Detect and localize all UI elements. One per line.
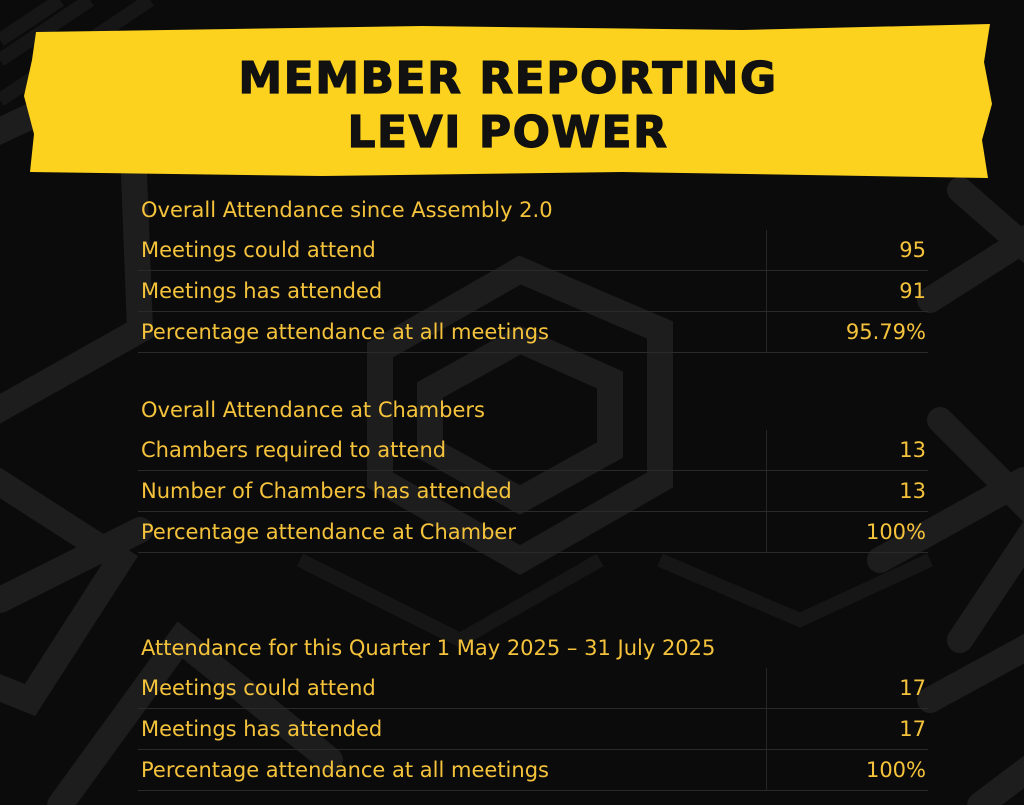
section-quarter-attendance <box>138 628 928 791</box>
table-row <box>138 312 928 353</box>
table-row <box>138 512 928 553</box>
row-label: Meetings has attended <box>141 279 383 303</box>
row-value: 17 <box>899 676 926 700</box>
table-row <box>138 430 928 471</box>
cell-divider <box>766 709 767 749</box>
cell-divider <box>766 430 767 470</box>
cell-divider <box>766 750 767 790</box>
row-label: Percentage attendance at all meetings <box>141 320 549 344</box>
section-heading: Attendance for this Quarter 1 May 2025 – 31 July 2025 <box>141 636 716 660</box>
row-value: 95 <box>899 238 926 262</box>
table-row <box>138 709 928 750</box>
section-chambers-attendance <box>138 390 928 553</box>
row-label: Meetings could attend <box>141 676 376 700</box>
row-label: Meetings could attend <box>141 238 376 262</box>
cell-divider <box>766 271 767 311</box>
cell-divider <box>766 471 767 511</box>
cell-divider <box>766 668 767 708</box>
row-value: 91 <box>899 279 926 303</box>
row-value: 100% <box>865 520 926 544</box>
row-value: 100% <box>865 758 926 782</box>
row-label: Number of Chambers has attended <box>141 479 512 503</box>
banner-title-line-1: MEMBER REPORTING <box>238 53 778 104</box>
section-heading-row <box>138 390 928 430</box>
table-row <box>138 230 928 271</box>
section-heading-row <box>138 628 928 668</box>
banner-title-line-2: LEVI POWER <box>347 107 669 158</box>
row-label: Chambers required to attend <box>141 438 447 462</box>
row-value: 13 <box>899 438 926 462</box>
cell-divider <box>766 312 767 352</box>
row-label: Percentage attendance at Chamber <box>141 520 516 544</box>
row-label: Percentage attendance at all meetings <box>141 758 549 782</box>
cell-divider <box>766 512 767 552</box>
table-row <box>138 750 928 791</box>
section-heading-row <box>138 190 928 230</box>
table-row <box>138 471 928 512</box>
row-value: 13 <box>899 479 926 503</box>
section-heading: Overall Attendance since Assembly 2.0 <box>141 198 553 222</box>
cell-divider <box>766 230 767 270</box>
table-row <box>138 271 928 312</box>
table-row <box>138 668 928 709</box>
section-heading: Overall Attendance at Chambers <box>141 398 485 422</box>
section-overall-attendance <box>138 190 928 353</box>
row-value: 17 <box>899 717 926 741</box>
row-value: 95.79% <box>845 320 926 344</box>
title-banner <box>22 22 994 180</box>
row-label: Meetings has attended <box>141 717 383 741</box>
